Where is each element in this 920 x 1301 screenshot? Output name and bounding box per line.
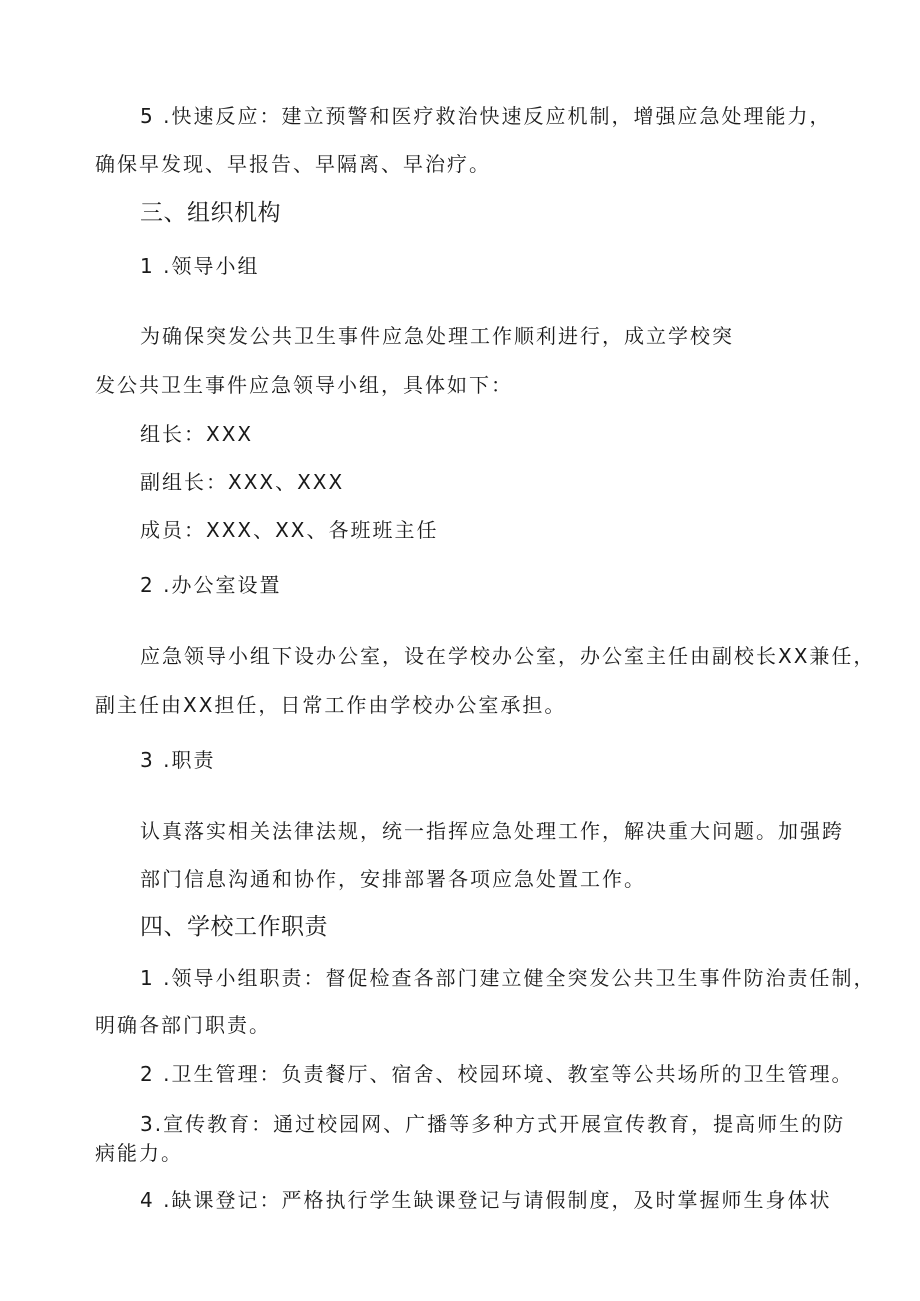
list-item: 成员：XXX、XX、各班班主任 [140, 518, 439, 542]
subsection-heading: 2 .办公室设置 [140, 573, 282, 597]
paragraph-line: 认真落实相关法律法规，统一指挥应急处理工作，解决重大问题。加强跨 [140, 819, 844, 843]
paragraph-line: 明确各部门职责。 [95, 1013, 271, 1037]
paragraph-line: 确保早发现、早报告、早隔离、早治疗。 [95, 152, 491, 176]
paragraph-line: 3.宣传教育：通过校园网、广播等多种方式开展宣传教育，提高师生的防 [140, 1112, 846, 1136]
paragraph-line: 发公共卫生事件应急领导小组，具体如下： [95, 373, 513, 397]
paragraph-line: 2 .卫生管理：负责餐厅、宿舍、校园环境、教室等公共场所的卫生管理。 [140, 1062, 854, 1086]
subsection-heading: 3 .职责 [140, 748, 216, 772]
paragraph-line: 应急领导小组下设办公室，设在学校办公室，办公室主任由副校长XX兼任， [140, 644, 876, 668]
paragraph-line: 为确保突发公共卫生事件应急处理工作顺利进行，成立学校突 [140, 324, 734, 348]
paragraph-line: 1 .领导小组职责：督促检查各部门建立健全突发公共卫生事件防治责任制， [140, 966, 876, 990]
subsection-heading: 1 .领导小组 [140, 254, 260, 278]
section-heading: 四、学校工作职责 [140, 914, 328, 940]
paragraph-line: 副主任由XX担任，日常工作由学校办公室承担。 [95, 693, 567, 717]
paragraph-line: 4 .缺课登记：严格执行学生缺课登记与请假制度，及时掌握师生身体状 [140, 1188, 832, 1212]
section-heading: 三、组织机构 [140, 200, 281, 226]
paragraph-line: 病能力。 [95, 1141, 183, 1165]
list-item: 副组长：XXX、XXX [140, 470, 345, 494]
list-item: 组长：XXX [140, 422, 254, 446]
paragraph-line: 部门信息沟通和协作，安排部署各项应急处置工作。 [140, 867, 646, 891]
paragraph-line: 5 .快速反应：建立预警和医疗救治快速反应机制，增强应急处理能力， [140, 104, 832, 128]
